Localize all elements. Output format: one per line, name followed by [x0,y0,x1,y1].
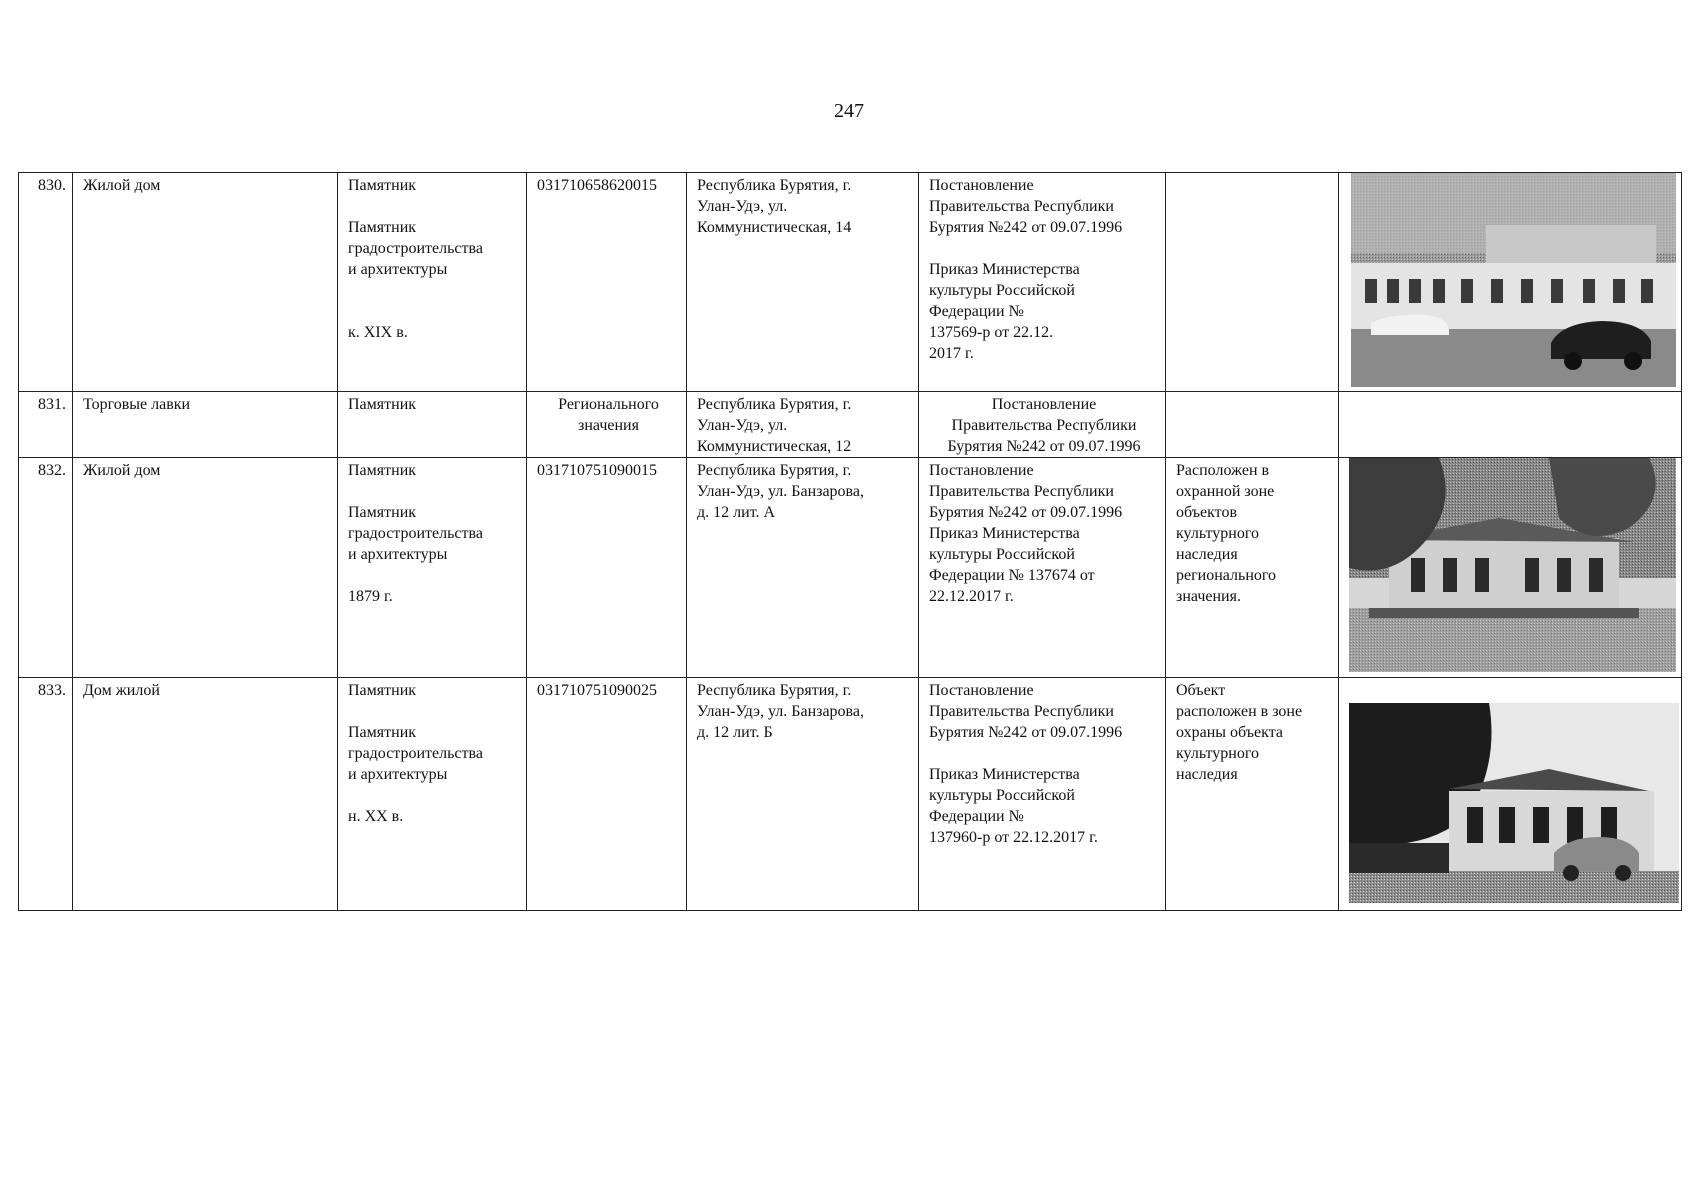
document-line: 137569-р от 22.12. [929,324,1054,341]
registry-code: 031710751090015 [527,458,687,678]
row-number: 831. [19,392,73,458]
document-line: культуры Российской [929,546,1075,563]
object-name: Торговые лавки [73,392,338,458]
document-line: Правительства Республики [951,417,1137,434]
heritage-registry-table [18,172,1682,911]
building-photo [1349,703,1679,903]
document-line: Федерации № [929,808,1024,825]
note-line: объектов [1176,504,1238,521]
type-line: градостроительства [348,525,483,542]
object-name: Жилой дом [73,173,338,392]
document-line: 137960-р от 22.12.2017 г. [929,829,1098,846]
type-line: и архитектуры [348,766,448,783]
document-line: Приказ Министерства [929,261,1080,278]
address-line: Улан-Удэ, ул. Банзарова, [697,703,864,720]
type-line: и архитектуры [348,546,448,563]
row-number: 832. [19,458,73,678]
type-line: к. XIX в. [348,324,408,341]
note-line: Расположен в [1176,462,1270,479]
type-line [348,481,520,502]
document-line: 22.12.2017 г. [929,588,1014,605]
document-line [929,238,1159,259]
building-photo [1349,458,1676,672]
building-photo [1351,173,1676,387]
note-line: Объект [1176,682,1226,699]
note-line: культурного [1176,525,1260,542]
note-line: наследия [1176,546,1238,563]
document-line: Правительства Республики [929,483,1114,500]
type-line: 1879 г. [348,588,393,605]
note-line: охраны объекта [1176,724,1283,741]
document-line: Приказ Министерства [929,766,1080,783]
type-line [348,701,520,722]
object-type [338,173,527,392]
address-line: Республика Бурятия, г. [697,682,852,699]
document-line: Правительства Республики [929,703,1114,720]
category-line: Регионального [558,396,659,413]
document-line: Постановление [991,396,1097,413]
type-line [348,301,520,322]
note-line: охранной зоне [1176,483,1275,500]
address-line: Улан-Удэ, ул. [697,417,788,434]
table-row [19,173,1682,392]
address-line: Улан-Удэ, ул. [697,198,788,215]
significance-category [527,392,687,458]
registry-code: 031710658620015 [527,173,687,392]
legal-documents [919,458,1166,678]
object-note [1166,458,1339,678]
address-line: Улан-Удэ, ул. Банзарова, [697,483,864,500]
table-row [19,392,1682,458]
note-line: регионального [1176,567,1277,584]
type-line: Памятник [348,682,417,699]
document-line: Бурятия №242 от 09.07.1996 [929,724,1123,741]
legal-documents [919,173,1166,392]
object-name: Дом жилой [73,678,338,911]
row-number: 830. [19,173,73,392]
document-line: Постановление [929,682,1034,699]
registry-code: 031710751090025 [527,678,687,911]
type-line: Памятник [348,504,417,521]
object-address [687,173,919,392]
document-line: 2017 г. [929,345,974,362]
type-line: и архитектуры [348,261,448,278]
legal-documents [919,392,1166,458]
object-photo-cell [1339,392,1682,458]
type-line [348,565,520,586]
document-line: Бурятия №242 от 09.07.1996 [947,438,1141,455]
document-line: культуры Российской [929,787,1075,804]
document-line: Постановление [929,177,1034,194]
document-line: Бурятия №242 от 09.07.1996 [929,504,1123,521]
object-address [687,458,919,678]
address-line: Республика Бурятия, г. [697,177,852,194]
legal-documents [919,678,1166,911]
table-row [19,458,1682,678]
type-line: Памятник [348,724,417,741]
object-photo-cell [1339,458,1682,678]
type-line [348,280,520,301]
object-type [338,392,527,458]
note-line: культурного [1176,745,1260,762]
object-name: Жилой дом [73,458,338,678]
category-line: значения [578,417,639,434]
document-line [929,743,1159,764]
address-line: д. 12 лит. А [697,504,776,521]
object-type [338,458,527,678]
note-line: наследия [1176,766,1238,783]
type-line [348,785,520,806]
object-address [687,678,919,911]
object-note [1166,678,1339,911]
note-line: значения. [1176,588,1241,605]
type-line: Памятник [348,219,417,236]
type-line [348,196,520,217]
document-line: Постановление [929,462,1034,479]
address-line: Республика Бурятия, г. [697,462,852,479]
object-photo-cell [1339,678,1682,911]
page-number: 247 [834,100,864,122]
address-line: Коммунистическая, 12 [697,438,852,455]
object-note [1166,173,1339,392]
type-line: градостроительства [348,745,483,762]
address-line: д. 12 лит. Б [697,724,773,741]
type-line: Памятник [348,177,417,194]
object-note [1166,392,1339,458]
note-line: расположен в зоне [1176,703,1303,720]
object-address [687,392,919,458]
type-line: Памятник [348,396,417,413]
type-line: н. XX в. [348,808,404,825]
document-line: Бурятия №242 от 09.07.1996 [929,219,1123,236]
document-line: культуры Российской [929,282,1075,299]
document-line: Федерации № 137674 от [929,567,1095,584]
object-photo-cell [1339,173,1682,392]
table-row [19,678,1682,911]
type-line: Памятник [348,462,417,479]
address-line: Республика Бурятия, г. [697,396,852,413]
document-line: Правительства Республики [929,198,1114,215]
document-line: Федерации № [929,303,1024,320]
address-line: Коммунистическая, 14 [697,219,852,236]
document-line: Приказ Министерства [929,525,1080,542]
type-line: градостроительства [348,240,483,257]
object-type [338,678,527,911]
row-number: 833. [19,678,73,911]
